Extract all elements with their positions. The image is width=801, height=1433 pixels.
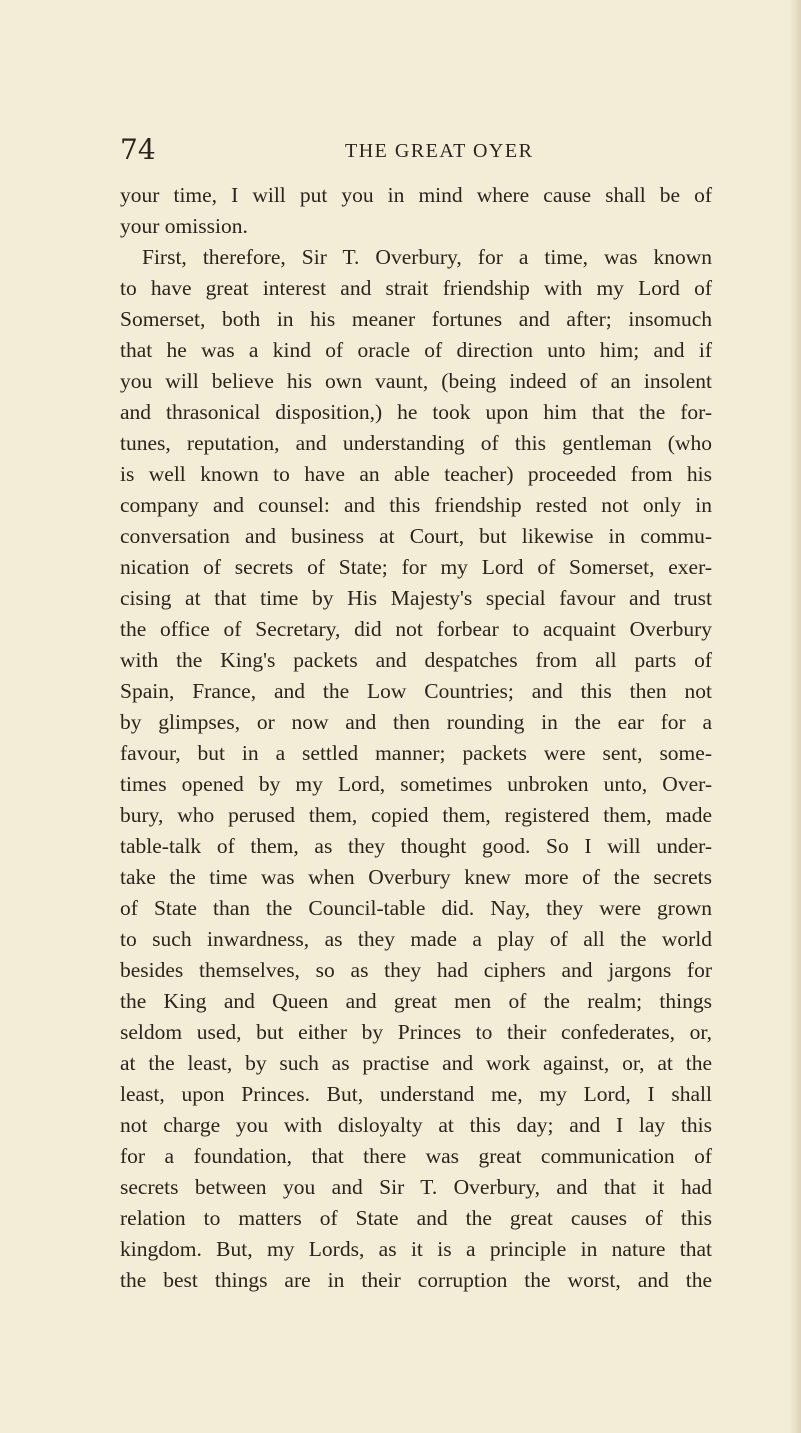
text-line: conversation and business at Court, but likewise in commu-: [120, 524, 712, 548]
text-line: you will believe his own vaunt, (being indeed of an insolent: [120, 369, 712, 393]
text-line: company and counsel: and this friendship rested not only in: [120, 493, 712, 517]
text-line: Spain, France, and the Low Countries; and this then not: [120, 679, 712, 703]
text-line: least, upon Princes. But, understand me, my Lord, I shall: [120, 1082, 712, 1106]
text-line: favour, but in a settled manner; packets were sent, some-: [120, 741, 712, 765]
text-line: and thrasonical disposition,) he took upon him that the for-: [120, 400, 712, 424]
body-text: [120, 180, 712, 1296]
text-line: is well known to have an able teacher) proceeded from his: [120, 462, 712, 486]
text-line: seldom used, but either by Princes to their confederates, or,: [120, 1020, 712, 1044]
text-line: nication of secrets of State; for my Lord of Somerset, exer-: [120, 555, 712, 579]
text-line: relation to matters of State and the great causes of this: [120, 1206, 712, 1230]
page-edge-shadow: [789, 0, 801, 1433]
text-line: cising at that time by His Majesty's special favour and trust: [120, 586, 712, 610]
text-line: with the King's packets and despatches from all parts of: [120, 648, 712, 672]
text-line: take the time was when Overbury knew more of the secrets: [120, 865, 712, 889]
text-line: for a foundation, that there was great communication of: [120, 1144, 712, 1168]
text-line: to have great interest and strait friendship with my Lord of: [120, 276, 712, 300]
text-line: the best things are in their corruption the worst, and the: [120, 1268, 712, 1292]
page-number: 74: [120, 133, 156, 166]
text-line: of State than the Council-table did. Nay, they were grown: [120, 896, 712, 920]
text-line: Somerset, both in his meaner fortunes and after; insomuch: [120, 307, 712, 331]
text-line: besides themselves, so as they had ciphers and jargons for: [120, 958, 712, 982]
text-line: times opened by my Lord, sometimes unbroken unto, Over-: [120, 772, 712, 796]
text-line: at the least, by such as practise and work against, or, at the: [120, 1051, 712, 1075]
text-line: not charge you with disloyalty at this day; and I lay this: [120, 1113, 712, 1137]
text-line: the office of Secretary, did not forbear to acquaint Overbury: [120, 617, 712, 641]
text-line: by glimpses, or now and then rounding in the ear for a: [120, 710, 712, 734]
text-line: First, therefore, Sir T. Overbury, for a time, was known: [142, 245, 712, 269]
text-line: that he was a kind of oracle of direction unto him; and if: [120, 338, 712, 362]
text-line: your omission.: [120, 214, 248, 238]
text-line: kingdom. But, my Lords, as it is a principle in nature that: [120, 1237, 712, 1261]
text-line: tunes, reputation, and understanding of this gentleman (who: [120, 431, 712, 455]
running-title: THE GREAT OYER: [345, 140, 534, 162]
text-line: the King and Queen and great men of the realm; things: [120, 989, 712, 1013]
text-line: bury, who perused them, copied them, registered them, made: [120, 803, 712, 827]
running-head: [120, 130, 720, 170]
text-line: secrets between you and Sir T. Overbury, and that it had: [120, 1175, 712, 1199]
text-line: your time, I will put you in mind where cause shall be of: [120, 183, 712, 207]
text-line: table-talk of them, as they thought good. So I will under-: [120, 834, 712, 858]
text-line: to such inwardness, as they made a play of all the world: [120, 927, 712, 951]
